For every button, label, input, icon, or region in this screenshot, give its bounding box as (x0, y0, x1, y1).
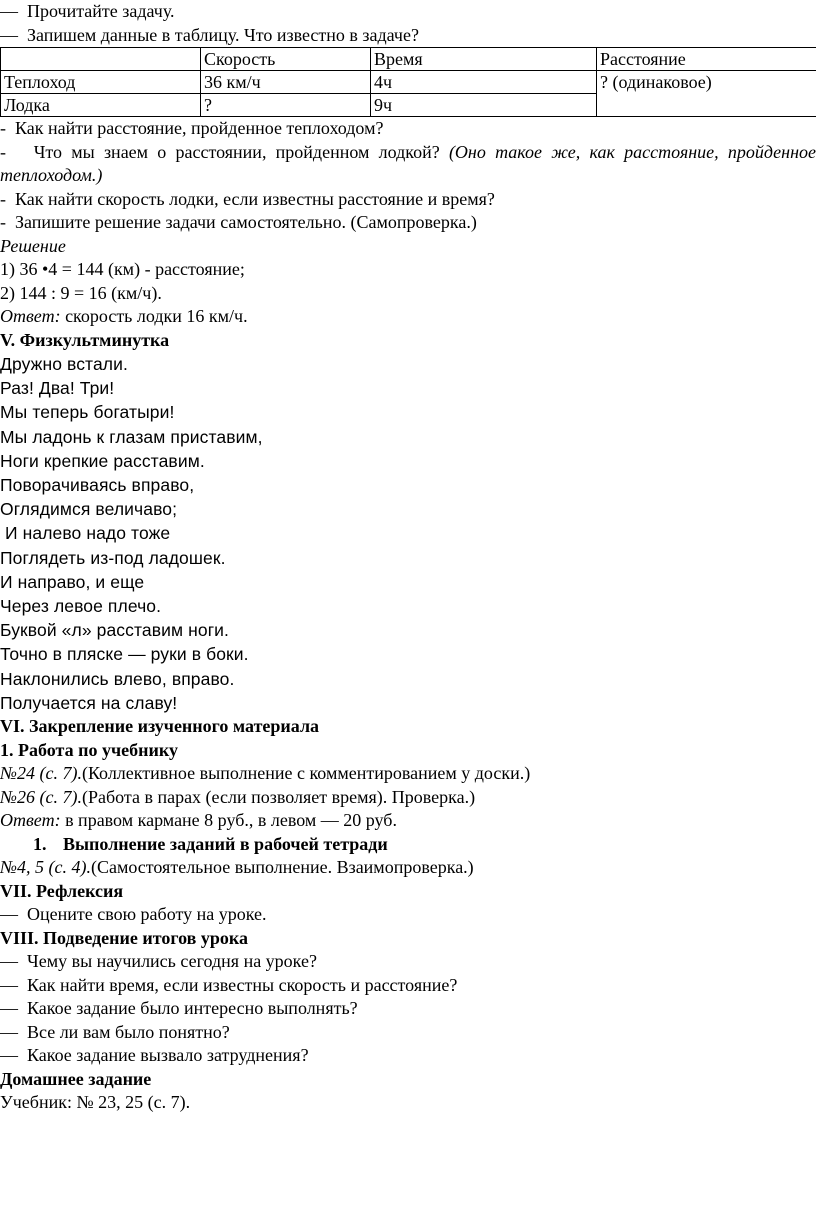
poem-line: Дружно встали. (0, 354, 128, 374)
question-4 (0, 211, 816, 235)
table-header-row (1, 48, 816, 71)
homework-text: Учебник: № 23, 25 (с. 7). (0, 1092, 191, 1113)
question-mark: - (0, 188, 6, 209)
task-text: (Коллективное выполнение с комментированием у доски.) (81, 763, 531, 784)
section-7-title: VII. Рефлексия (0, 880, 124, 901)
answer-text: скорость лодки 16 км/ч. (60, 306, 248, 326)
task-4-5 (0, 856, 816, 880)
dash-marker: — (0, 1021, 18, 1042)
task-24 (0, 762, 816, 786)
table-cell: 4ч (371, 71, 597, 94)
task-26 (0, 786, 816, 810)
poem-line: Поглядеть из-под ладошек. (0, 547, 226, 568)
subheading-text: Выполнение заданий в рабочей тетради (63, 833, 388, 854)
question-text: Как найти скорость лодки, если известны расстояние и время? (15, 188, 495, 209)
poem-line: Поворачиваясь вправо, (0, 475, 195, 496)
table-cell: 9ч (371, 94, 597, 117)
list-text: Все ли вам было понятно? (27, 1021, 230, 1042)
section-8-title: VIII. Подведение итогов урока (0, 927, 248, 948)
solution-answer (0, 305, 816, 329)
poem-line: Мы теперь богатыри! (0, 402, 175, 423)
task-ref: №26 (с. 7). (0, 786, 82, 807)
question-mark: - (0, 141, 6, 162)
section-6-sub2 (0, 833, 816, 857)
list-text: Какое задание было интересно выполнять? (27, 998, 358, 1019)
table-header-cell: Время (371, 48, 597, 71)
question-text: Что мы знаем о расстоянии, пройденном лодкой? (33, 141, 440, 162)
intro-line-1 (0, 0, 816, 24)
summary-item (0, 1021, 816, 1045)
answer-label: Ответ: (0, 306, 61, 326)
poem-line: Через левое плечо. (0, 596, 162, 617)
solution-step: 1) 36 •4 = 144 (км) - расстояние; (0, 259, 245, 279)
summary-item (0, 1044, 816, 1068)
poem-line: Раз! Два! Три! (0, 378, 115, 399)
intro-text: Запишем данные в таблицу. Что известно в задаче? (27, 24, 419, 45)
dash-marker: — (0, 24, 18, 45)
dash-marker: — (0, 1, 18, 21)
question-3 (0, 188, 816, 212)
list-text: Чему вы научились сегодня на уроке? (27, 951, 317, 972)
table-cell: ? (201, 94, 371, 117)
dash-marker: — (0, 974, 18, 995)
summary-item (0, 997, 816, 1021)
dash-marker: — (0, 998, 18, 1019)
question-text: Как найти расстояние, пройденное теплоходом? (15, 118, 384, 138)
dash-marker: — (0, 951, 18, 972)
homework-title: Домашнее задание (0, 1068, 152, 1089)
answer-label: Ответ: (0, 810, 61, 831)
intro-text: Прочитайте задачу. (27, 1, 175, 21)
dash-marker: — (0, 1045, 18, 1066)
task-text: (Самостоятельное выполнение. Взаимопроверка.) (90, 857, 474, 878)
table-header-cell (1, 48, 201, 71)
data-table (0, 47, 816, 117)
table-header-cell: Расстояние (597, 48, 816, 71)
table-header-cell: Скорость (201, 48, 371, 71)
list-text: Оцените свою работу на уроке. (27, 904, 267, 925)
poem-line: Точно в пляске — руки в боки. (0, 644, 249, 665)
solution-label: Решение (0, 235, 66, 256)
task-ref: №24 (с. 7). (0, 763, 82, 784)
task-text: (Работа в парах (если позволяет время). Проверка.) (81, 786, 476, 807)
question-mark: - (0, 212, 6, 232)
intro-line-2 (0, 24, 816, 48)
poem-line: Буквой «л» расставим ноги. (0, 620, 230, 641)
poem-line: Наклонились влево, вправо. (0, 668, 235, 689)
reflection-item (0, 903, 816, 927)
question-mark: - (0, 118, 6, 138)
poem-line: Оглядимся величаво; (0, 499, 178, 520)
list-text: Какое задание вызвало затруднения? (27, 1045, 309, 1066)
section-6-title: VI. Закрепление изученного материала (0, 716, 320, 737)
section-6-answer (0, 809, 816, 833)
list-number: 1. (33, 833, 47, 854)
list-text: Как найти время, если известны скорость и расстояние? (27, 974, 458, 995)
table-cell-distance: ? (одинаковое) (597, 71, 816, 117)
question-1 (0, 117, 816, 141)
summary-item (0, 950, 816, 974)
table-row (1, 71, 816, 94)
poem-line: Ноги крепкие расставим. (0, 450, 205, 471)
poem-line: И налево надо тоже (0, 523, 171, 544)
question-answer: (Оно такое же, как расстояние, пройденное теплоходом.) (0, 141, 816, 185)
answer-text: в правом кармане 8 руб., в левом — 20 руб. (60, 810, 397, 831)
solution-step: 2) 144 : 9 = 16 (км/ч). (0, 282, 162, 303)
task-ref: №4, 5 (с. 4). (0, 857, 91, 878)
poem (0, 352, 816, 715)
poem-line: И направо, и еще (0, 571, 145, 592)
summary-item (0, 974, 816, 998)
table-cell: 36 км/ч (201, 71, 371, 94)
question-text: Запишите решение задачи самостоятельно. (Самопроверка.) (15, 212, 477, 232)
question-2 (0, 141, 816, 188)
dash-marker: — (0, 904, 18, 925)
table-cell: Лодка (1, 94, 201, 117)
section-5-title: V. Физкультминутка (0, 329, 170, 350)
poem-line: Получается на славу! (0, 692, 178, 713)
section-6-sub1: 1. Работа по учебнику (0, 739, 178, 760)
poem-line: Мы ладонь к глазам приставим, (0, 426, 263, 447)
table-cell: Теплоход (1, 71, 201, 94)
